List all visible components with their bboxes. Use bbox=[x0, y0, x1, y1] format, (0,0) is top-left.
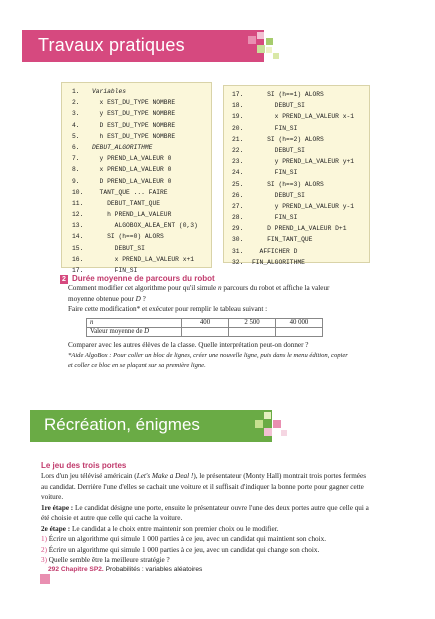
decor-square bbox=[281, 430, 287, 436]
table-cell bbox=[276, 328, 323, 337]
section-banner bbox=[30, 410, 272, 442]
exercise-text: Comment modifier cet algorithme pour qu'il simule n parcours du robot et affiche la valeur moyenne obtenue pour D ? Faire cette modification* et exécuter pour remplir le tableau suivant : bbox=[68, 284, 330, 313]
code-line: 1. Variables bbox=[72, 88, 127, 95]
code-line: 14. SI (h==0) ALORS bbox=[72, 233, 164, 241]
table-row bbox=[87, 319, 323, 328]
code-line: 2. x EST_DU_TYPE NOMBRE bbox=[72, 99, 176, 107]
table-cell: 40 000 bbox=[276, 319, 323, 328]
code-line: 10. TANT_QUE ... FAIRE bbox=[72, 188, 168, 196]
table-cell: n bbox=[87, 319, 182, 328]
results-table bbox=[86, 318, 323, 337]
code-line: 17. SI (h==1) ALORS bbox=[232, 91, 324, 98]
decor-square bbox=[248, 36, 256, 44]
code-line: 18. DEBUT_SI bbox=[232, 102, 305, 110]
decor-square bbox=[273, 420, 281, 428]
code-line: 16. x PREND_LA_VALEUR x+1 bbox=[72, 255, 195, 263]
code-line: 3. y EST_DU_TYPE NOMBRE bbox=[72, 110, 176, 118]
game-description: Lors d'un jeu télévisé américain (Let's Make a Deal !), le présentateur (Monty Hall) montrait trois portes fermées au candidat. Derrière l'une d'elles se cachait une voiture et il suffisait d'indiquer la bonne porte pour gagner cette voiture. 1re étape : Le candidat désigne une porte, ensuite le présentateur ouvre l'une des deux portes autre que celle qui a été choisie et autre que celle qui cache la voiture. 2e étape : Le candidat a le choix entre maintenir son premier choix ou le modifier. 1) Écrire un algorithme qui simule 1 000 parties à ce jeu, avec un candidat qui maintient son choix. 2) Écrire un algorithme qui simule 1 000 parties à ce jeu, avec un candidat qui change son choix. 3) Quelle semble être la meilleure stratégie ? bbox=[41, 472, 369, 564]
decor-square bbox=[264, 428, 272, 436]
exercise-number: 2 bbox=[60, 275, 68, 284]
chapter-label: Chapitre SP2. bbox=[60, 566, 104, 573]
code-line: 7. y PREND_LA_VALEUR 0 bbox=[72, 155, 172, 163]
page-number: 292 bbox=[48, 566, 60, 573]
code-line: 30. FIN_TANT_QUE bbox=[232, 236, 313, 244]
code-line: 32. FIN_ALGORITHME bbox=[232, 258, 305, 266]
section-title: Récréation, énigmes bbox=[44, 415, 200, 434]
table-cell bbox=[229, 328, 276, 337]
table-cell bbox=[182, 328, 229, 337]
page-title: Travaux pratiques bbox=[38, 35, 185, 55]
header-banner bbox=[22, 30, 264, 62]
decor-square bbox=[255, 420, 263, 428]
code-line: 22. DEBUT_SI bbox=[232, 146, 305, 154]
code-line: 6. DEBUT_ALGORITHME bbox=[72, 143, 153, 151]
subsection-title: Le jeu des trois portes bbox=[41, 461, 127, 470]
algorithm-code-right bbox=[223, 85, 370, 266]
table-cell: Valeur moyenne de D bbox=[87, 328, 182, 337]
code-line: 17. FIN_SI bbox=[72, 267, 138, 274]
page-footer bbox=[48, 566, 202, 573]
code-line: 12. h PREND_LA_VALEUR bbox=[72, 211, 172, 219]
table-row bbox=[87, 328, 323, 337]
code-line: 26. DEBUT_SI bbox=[232, 191, 305, 199]
code-line: 27. y PREND_LA_VALEUR y-1 bbox=[232, 202, 355, 210]
algorithm-code-left bbox=[61, 82, 212, 274]
code-line: 13. ALGOBOX_ALEA_ENT (0,3) bbox=[72, 222, 198, 230]
code-line: 28. FIN_SI bbox=[232, 214, 298, 222]
chapter-subject: Probabilités : variables aléatoires bbox=[105, 566, 203, 573]
decor-square bbox=[266, 47, 272, 53]
code-line: 21. SI (h==2) ALORS bbox=[232, 135, 324, 143]
code-line: 4. D EST_DU_TYPE NOMBRE bbox=[72, 121, 176, 129]
code-line: 8. x PREND_LA_VALEUR 0 bbox=[72, 166, 172, 174]
algobox-note: *Aide AlgoBox : Pour coller un bloc de lignes, créer une nouvelle ligne, puis dans le menu édition, copier bbox=[68, 351, 348, 359]
table-cell: 400 bbox=[182, 319, 229, 328]
decor-square bbox=[264, 412, 271, 419]
code-line: 5. h EST_DU_TYPE NOMBRE bbox=[72, 132, 176, 140]
code-line: 15. DEBUT_SI bbox=[72, 244, 145, 252]
code-line: 11. DEBUT_TANT_QUE bbox=[72, 199, 161, 207]
code-line: 31. AFFICHER D bbox=[232, 247, 298, 255]
algobox-note-cont: et coller ce bloc en se plaçant sur sa première ligne. bbox=[68, 362, 206, 369]
code-line: 23. y PREND_LA_VALEUR y+1 bbox=[232, 158, 355, 166]
exercise-compare: Comparer avec les autres élèves de la classe. Quelle interprétation peut-on donner ? *Aide AlgoBox : Pour coller un bloc de lignes, créer une nouvelle ligne, puis dans le menu édition, copier et coller ce bloc en se plaçant sur sa première ligne. bbox=[68, 340, 408, 372]
decor-square bbox=[257, 32, 264, 39]
decor-square bbox=[257, 45, 265, 53]
table-cell: 2 500 bbox=[229, 319, 276, 328]
footer-square bbox=[40, 574, 50, 584]
decor-square bbox=[273, 53, 279, 59]
code-line: 29. D PREND_LA_VALEUR D+1 bbox=[232, 225, 347, 233]
exercise-title: Durée moyenne de parcours du robot bbox=[72, 274, 215, 283]
code-line: 20. FIN_SI bbox=[232, 124, 298, 132]
code-line: 9. D PREND_LA_VALEUR 0 bbox=[72, 177, 172, 185]
code-line: 19. x PREND_LA_VALEUR x-1 bbox=[232, 113, 355, 121]
decor-square bbox=[266, 38, 273, 45]
code-line: 25. SI (h==3) ALORS bbox=[232, 180, 324, 188]
code-line: 24. FIN_SI bbox=[232, 169, 298, 177]
